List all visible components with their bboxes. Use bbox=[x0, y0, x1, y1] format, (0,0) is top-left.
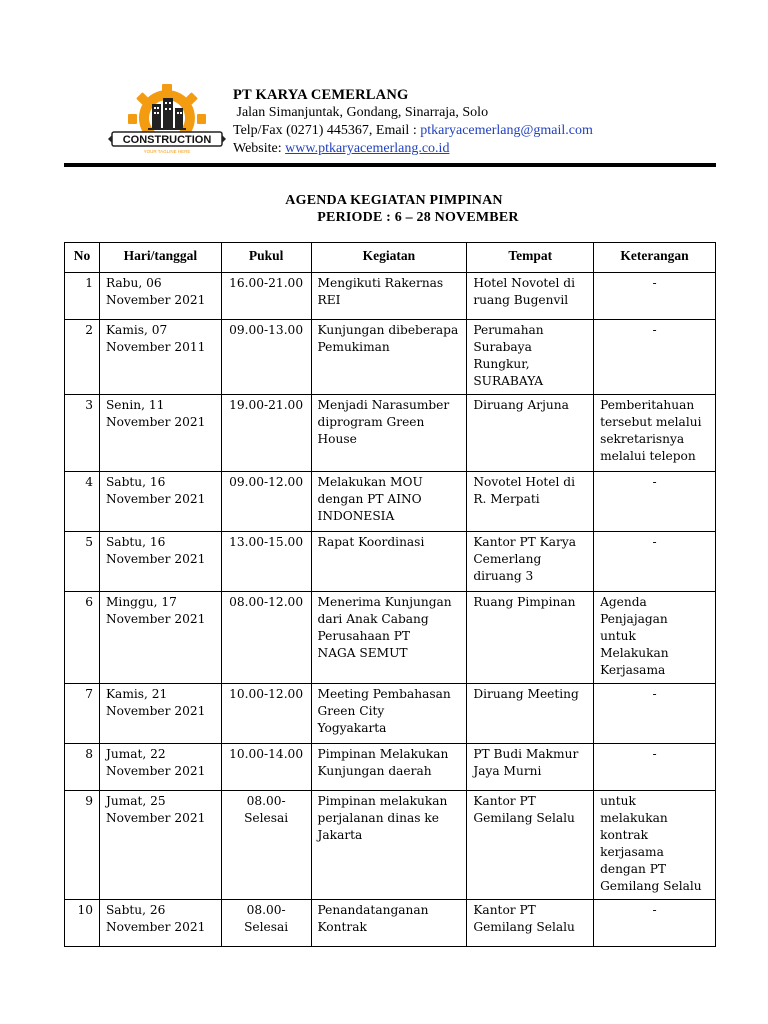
document-title: AGENDA KEGIATAN PIMPINAN bbox=[285, 193, 503, 208]
row-place: Hotel Novotel di ruang Bugenvil bbox=[467, 273, 594, 320]
row-time: 10.00-12.00 bbox=[221, 684, 311, 744]
row-time: 13.00-15.00 bbox=[221, 532, 311, 592]
row-note: - bbox=[594, 273, 716, 320]
table-row bbox=[65, 592, 716, 684]
row-time: 19.00-21.00 bbox=[221, 395, 311, 472]
email-link[interactable]: ptkaryacemerlang@gmail.com bbox=[420, 123, 593, 138]
header-no: No bbox=[65, 243, 100, 273]
row-place: PT Budi Makmur Jaya Murni bbox=[467, 744, 594, 791]
row-note: - bbox=[594, 684, 716, 744]
row-place: Kantor PT Gemilang Selalu bbox=[467, 791, 594, 900]
row-time: 09.00-13.00 bbox=[221, 320, 311, 395]
row-note: - bbox=[594, 532, 716, 592]
row-note: - bbox=[594, 472, 716, 532]
table-row bbox=[65, 900, 716, 947]
company-address: Jalan Simanjuntak, Gondang, Sinarraja, Solo bbox=[236, 105, 489, 120]
table-body bbox=[65, 273, 716, 947]
header-time: Pukul bbox=[221, 243, 311, 273]
row-activity: Rapat Koordinasi bbox=[311, 532, 467, 592]
row-time: 08.00- Selesai bbox=[221, 900, 311, 947]
row-activity: Pimpinan Melakukan Kunjungan daerah bbox=[311, 744, 467, 791]
row-place: Perumahan Surabaya Rungkur, SURABAYA bbox=[467, 320, 594, 395]
row-day: Rabu, 06 November 2021 bbox=[99, 273, 221, 320]
row-activity: Meeting Pembahasan Green City Yogyakarta bbox=[311, 684, 467, 744]
header-note: Keterangan bbox=[594, 243, 716, 273]
contact-line: Telp/Fax (0271) 445367, Email : ptkaryacemerlang@gmail.com bbox=[233, 123, 593, 138]
document-period: PERIODE : 6 – 28 NOVEMBER bbox=[317, 210, 519, 225]
header-day: Hari/tanggal bbox=[99, 243, 221, 273]
row-number: 1 bbox=[65, 273, 100, 320]
agenda-table bbox=[64, 242, 716, 947]
row-place: Kantor PT Gemilang Selalu bbox=[467, 900, 594, 947]
table-row bbox=[65, 320, 716, 395]
row-place: Kantor PT Karya Cemerlang diruang 3 bbox=[467, 532, 594, 592]
row-day: Senin, 11 November 2021 bbox=[99, 395, 221, 472]
table-header-row bbox=[65, 243, 716, 273]
row-time: 10.00-14.00 bbox=[221, 744, 311, 791]
letterhead bbox=[233, 86, 593, 158]
letterhead-divider bbox=[64, 163, 716, 167]
header-place: Tempat bbox=[467, 243, 594, 273]
website-link[interactable]: www.ptkaryacemerlang.co.id bbox=[285, 141, 450, 156]
row-activity: Melakukan MOU dengan PT AINO INDONESIA bbox=[311, 472, 467, 532]
row-note: untuk melakukan kontrak kerjasama dengan PT Gemilang Selalu bbox=[594, 791, 716, 900]
company-name: PT KARYA CEMERLANG bbox=[233, 87, 409, 103]
row-number: 6 bbox=[65, 592, 100, 684]
row-day: Minggu, 17 November 2021 bbox=[99, 592, 221, 684]
row-activity: Menjadi Narasumber diprogram Green House bbox=[311, 395, 467, 472]
row-note: Agenda Penjajagan untuk Melakukan Kerjasama bbox=[594, 592, 716, 684]
row-note: - bbox=[594, 320, 716, 395]
row-time: 16.00-21.00 bbox=[221, 273, 311, 320]
row-note: - bbox=[594, 900, 716, 947]
row-day: Sabtu, 26 November 2021 bbox=[99, 900, 221, 947]
row-number: 5 bbox=[65, 532, 100, 592]
table-row bbox=[65, 273, 716, 320]
logo-tagline: YOUR TAGLINE HERE bbox=[143, 149, 191, 154]
row-number: 4 bbox=[65, 472, 100, 532]
row-time: 08.00-12.00 bbox=[221, 592, 311, 684]
row-number: 8 bbox=[65, 744, 100, 791]
row-activity: Penandatanganan Kontrak bbox=[311, 900, 467, 947]
row-note: - bbox=[594, 744, 716, 791]
row-day: Jumat, 22 November 2021 bbox=[99, 744, 221, 791]
row-time: 09.00-12.00 bbox=[221, 472, 311, 532]
row-place: Novotel Hotel di R. Merpati bbox=[467, 472, 594, 532]
logo-text: CONSTRUCTION bbox=[122, 134, 212, 146]
row-time: 08.00- Selesai bbox=[221, 791, 311, 900]
row-activity: Mengikuti Rakernas REI bbox=[311, 273, 467, 320]
table-row bbox=[65, 532, 716, 592]
header-activity: Kegiatan bbox=[311, 243, 467, 273]
row-number: 10 bbox=[65, 900, 100, 947]
company-logo bbox=[108, 84, 226, 156]
table-row bbox=[65, 472, 716, 532]
row-activity: Pimpinan melakukan perjalanan dinas ke Jakarta bbox=[311, 791, 467, 900]
table-row bbox=[65, 684, 716, 744]
table-row bbox=[65, 791, 716, 900]
row-place: Diruang Meeting bbox=[467, 684, 594, 744]
row-day: Kamis, 21 November 2021 bbox=[99, 684, 221, 744]
row-number: 9 bbox=[65, 791, 100, 900]
row-place: Diruang Arjuna bbox=[467, 395, 594, 472]
row-number: 7 bbox=[65, 684, 100, 744]
row-note: Pemberitahuan tersebut melalui sekretarisnya melalui telepon bbox=[594, 395, 716, 472]
row-day: Sabtu, 16 November 2021 bbox=[99, 532, 221, 592]
construction-gear-icon bbox=[108, 84, 226, 156]
row-number: 2 bbox=[65, 320, 100, 395]
table-row bbox=[65, 395, 716, 472]
website-line: Website: www.ptkaryacemerlang.co.id bbox=[233, 141, 450, 156]
row-activity: Kunjungan dibeberapa Pemukiman bbox=[311, 320, 467, 395]
table-row bbox=[65, 744, 716, 791]
row-activity: Menerima Kunjungan dari Anak Cabang Perusahaan PT NAGA SEMUT bbox=[311, 592, 467, 684]
row-day: Kamis, 07 November 2011 bbox=[99, 320, 221, 395]
row-place: Ruang Pimpinan bbox=[467, 592, 594, 684]
row-number: 3 bbox=[65, 395, 100, 472]
row-day: Sabtu, 16 November 2021 bbox=[99, 472, 221, 532]
row-day: Jumat, 25 November 2021 bbox=[99, 791, 221, 900]
